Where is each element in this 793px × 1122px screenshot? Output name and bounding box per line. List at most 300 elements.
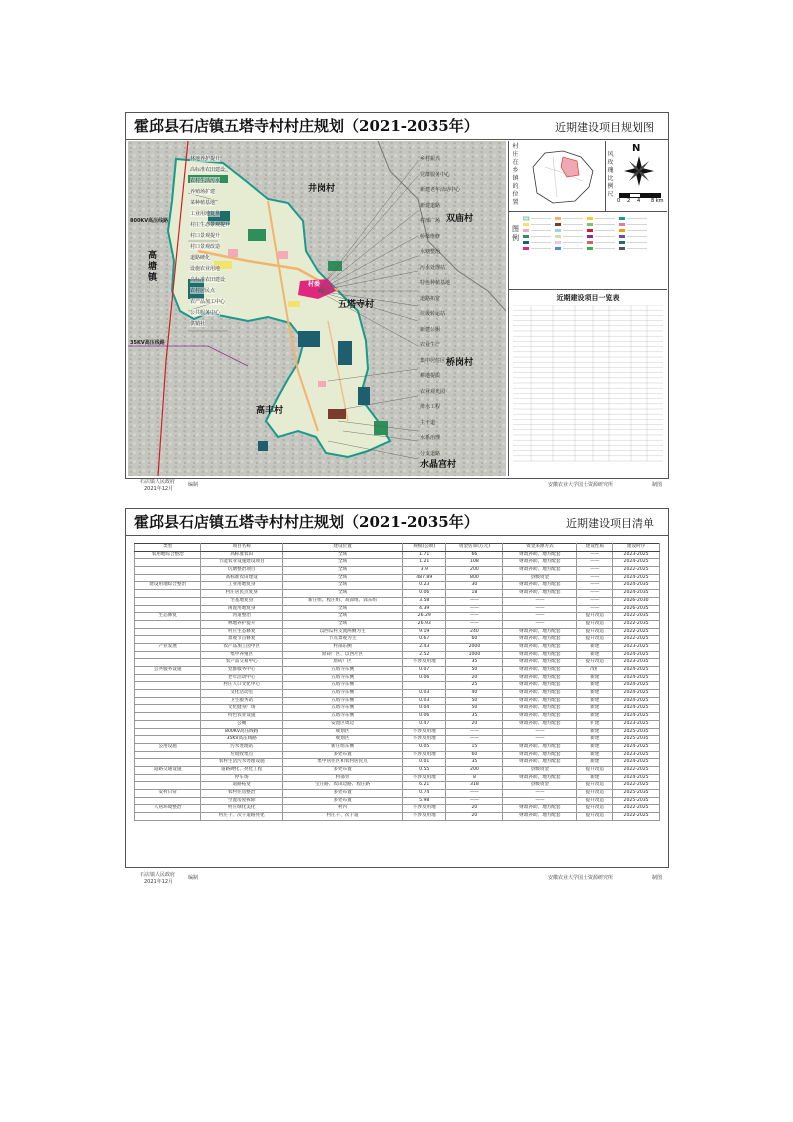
table-row — [135, 705, 660, 713]
map-callout-label: 主干道 — [420, 419, 436, 426]
table-row — [135, 567, 660, 575]
table-cell: 3.58 — [403, 597, 446, 605]
sheet2-footer-institute: 安徽农业大学国土资源研究所 — [548, 875, 614, 881]
map-callout-label: 农业生产 — [420, 342, 441, 348]
table-cell — [135, 620, 201, 628]
table-cell: 财政补助、地方配套 — [503, 697, 577, 705]
table-cell: 村内 — [283, 805, 403, 813]
residential-block — [228, 249, 238, 257]
table-cell: 25 — [446, 682, 503, 690]
map-callout-label: 林地养护提升 — [190, 156, 221, 162]
table-row — [135, 643, 660, 651]
map-callout-label: 供销社 — [190, 321, 206, 327]
table-cell: 新建 — [577, 682, 613, 690]
table-cell: 2.43 — [403, 643, 446, 651]
table-cell: 2.52 — [403, 651, 446, 659]
township-inset-map — [523, 147, 603, 207]
map-callout-label: 耕地提质 — [420, 373, 441, 379]
table-sheet-subtitle: 近期建设项目清单 — [566, 517, 654, 530]
table-cell: 0.47 — [403, 720, 446, 728]
table-cell: 0.01 — [403, 759, 446, 767]
map-callout-label: 工业用地复垦 — [190, 211, 221, 217]
village-label-gaotang: 高塘镇 — [148, 251, 158, 283]
map-callout-label: 污水处理站 — [420, 264, 446, 271]
table-cell: 26.29 — [403, 613, 446, 621]
table-cell: 2023-2025 — [613, 643, 660, 651]
table-cell: 35 — [446, 713, 503, 721]
table-cell: 财政补助、地方配套 — [503, 813, 577, 821]
map-sheet-title: 霍邱县石店镇五塔寺村村庄规划（2021-2035年） — [134, 117, 479, 135]
table-cell: —— — [577, 605, 613, 613]
table-cell: 9.19 — [403, 628, 446, 636]
table-cell: 农村生活污水处理设施 — [201, 759, 283, 767]
table-cell: 扩建 — [577, 720, 613, 728]
table-cell: 党群服务中心 — [201, 667, 283, 675]
table-cell: —— — [577, 574, 613, 582]
table-row — [135, 551, 660, 559]
table-cell: 50 — [446, 667, 503, 675]
table-cell: 节点景观为主 — [283, 636, 403, 644]
table-cell: —— — [446, 736, 503, 744]
table-cell: 全域 — [283, 620, 403, 628]
table-cell: 财政补助、地方配套 — [503, 759, 577, 767]
farm-block — [258, 441, 268, 451]
table-cell: 村庄人口文化中心 — [201, 682, 283, 690]
table-cell: 新建 — [577, 774, 613, 782]
column-header: 资金估算(万元) — [446, 544, 503, 552]
project-list-sheet — [125, 508, 669, 868]
column-header: 项目名称 — [201, 544, 283, 552]
table-cell: 不涉及用地 — [403, 813, 446, 821]
table-cell: 新建 — [577, 728, 613, 736]
table-cell: 村庄干、次干道路亮化 — [201, 813, 283, 821]
project-table — [134, 543, 660, 821]
table-cell: 不涉及用地 — [403, 736, 446, 744]
table-cell: 以西瓜村支流两侧为主 — [283, 628, 403, 636]
table-cell: 不涉及用地 — [403, 774, 446, 782]
column-header: 建设时序 — [613, 544, 660, 552]
table-cell: 道路拓宽 — [201, 782, 283, 790]
table-cell: 0.05 — [403, 743, 446, 751]
table-cell: —— — [446, 613, 503, 621]
table-cell: 财政补助、地方配套 — [503, 659, 577, 667]
scale-tick-8: 8 km — [651, 198, 664, 204]
table-row — [135, 682, 660, 690]
table-cell: 2022-2025 — [613, 766, 660, 774]
table-cell: 多处布置 — [283, 797, 403, 805]
table-cell: 2024-2025 — [613, 674, 660, 682]
location-inset-label: 村庄在乡镇的位置 — [512, 143, 519, 206]
table-cell: 5.98 — [403, 797, 446, 805]
table-cell: 0.06 — [403, 713, 446, 721]
table-cell — [135, 759, 201, 767]
map-callout-label: 道路拓宽 — [420, 295, 441, 302]
map-callout-label: 排水工程 — [420, 404, 441, 410]
table-row — [135, 774, 660, 782]
table-cell: 2022-2025 — [613, 805, 660, 813]
table-cell: 五塔寺东侧 — [283, 705, 403, 713]
table-cell: 原砖厂区、以西片区 — [283, 651, 403, 659]
table-cell: 不涉及用地 — [403, 805, 446, 813]
table-cell: —— — [503, 605, 577, 613]
table-cell: 文化健身广场 — [201, 705, 283, 713]
table-cell: 多处布置 — [283, 766, 403, 774]
table-cell: 全域 — [283, 613, 403, 621]
sheet2-footer-draw: 制图 — [652, 875, 663, 881]
table-cell: 新庄组、程庄组、高郢组、郢东组 — [283, 597, 403, 605]
table-cell: 提升改造 — [577, 659, 613, 667]
table-cell: 35 — [446, 759, 503, 767]
farm-block — [374, 421, 388, 435]
map-callout-label: 村口景观提升 — [190, 233, 221, 239]
table-cell: 6.21 — [403, 782, 446, 790]
table-cell: 新建 — [577, 643, 613, 651]
table-cell: 五塔寺东侧 — [283, 674, 403, 682]
table-cell: 2000 — [446, 643, 503, 651]
table-cell: 空置房屋拆除 — [201, 797, 283, 805]
table-row — [135, 782, 660, 790]
table-cell: 2022-2025 — [613, 636, 660, 644]
table-cell: 全域 — [283, 605, 403, 613]
table-cell: —— — [446, 605, 503, 613]
table-cell: 新建 — [577, 690, 613, 698]
table-row — [135, 766, 660, 774]
map-callout-label: 特色种植基地 — [420, 280, 451, 286]
table-cell: —— — [446, 597, 503, 605]
table-cell: 不涉及用地 — [403, 728, 446, 736]
table-cell: 20 — [446, 674, 503, 682]
sheet1-footer-edit: 编制 — [188, 482, 199, 488]
table-cell: 2024-2025 — [613, 713, 660, 721]
table-cell: —— — [503, 597, 577, 605]
table-cell: 2026-2030 — [613, 597, 660, 605]
table-cell: 2024-2025 — [613, 759, 660, 767]
table-cell: 0.23 — [403, 582, 446, 590]
table-row — [135, 697, 660, 705]
table-cell: 18 — [446, 590, 503, 598]
table-cell — [403, 682, 446, 690]
table-row — [135, 590, 660, 598]
table-cell — [135, 597, 201, 605]
table-row — [135, 674, 660, 682]
table-cell: 0.67 — [403, 636, 446, 644]
project-list-title: 近期建设项目一览表 — [556, 294, 620, 302]
table-cell: 1.21 — [403, 559, 446, 567]
project-list-panel — [509, 289, 667, 476]
table-cell: 道路硬化、亮化工程 — [201, 766, 283, 774]
table-cell: 财政补助、地方配套 — [503, 805, 577, 813]
table-cell: 提升改造 — [577, 813, 613, 821]
table-cell: 0.06 — [403, 590, 446, 598]
industry-block — [328, 409, 346, 419]
table-cell: 2024-2025 — [613, 774, 660, 782]
table-cell: 2024-2025 — [613, 697, 660, 705]
table-cell: 五塔寺东侧 — [283, 713, 403, 721]
table-cell: —— — [503, 797, 577, 805]
table-header-row — [135, 544, 660, 552]
table-cell: 240 — [446, 628, 503, 636]
table-row — [135, 667, 660, 675]
table-row — [135, 728, 660, 736]
table-cell: 公用设施 — [135, 743, 201, 751]
table-cell — [135, 651, 201, 659]
map-callout-label: 乡村振兴 — [420, 156, 441, 162]
table-cell — [135, 690, 201, 698]
table-cell: 提升改造 — [577, 766, 613, 774]
map-callout-label: 养殖场扩建 — [190, 189, 216, 195]
table-cell: 多处布置 — [283, 790, 403, 798]
table-cell: 五塔寺东侧 — [283, 697, 403, 705]
table-cell: 财政补助、地方配套 — [503, 720, 577, 728]
table-cell — [135, 659, 201, 667]
table-cell: 不涉及用地 — [403, 751, 446, 759]
map-callout-label: 新建老年活动中心 — [420, 187, 461, 193]
map-sheet — [125, 112, 669, 479]
table-cell: 全域 — [283, 582, 403, 590]
table-sheet-title: 霍邱县石店镇五塔寺村村庄规划（2021-2035年） — [134, 513, 479, 531]
table-cell: 2023-2025 — [613, 751, 660, 759]
table-cell — [135, 713, 201, 721]
table-cell: 全域 — [283, 574, 403, 582]
table-cell: 2025-2035 — [613, 797, 660, 805]
table-row — [135, 559, 660, 567]
village-label-jinggang: 井岗村 — [308, 184, 336, 194]
table-cell: 2024-2035 — [613, 590, 660, 598]
table-cell: 318 — [446, 782, 503, 790]
table-cell: 财政补助、地方配套 — [503, 651, 577, 659]
table-cell: 提升改造 — [577, 636, 613, 644]
table-cell: —— — [446, 790, 503, 798]
map-callout-label: 分支道路 — [420, 450, 441, 457]
village-label-wutasi: 五塔寺村 — [338, 300, 375, 310]
village-label-shuangmiao: 双庙村 — [446, 214, 474, 224]
table-cell: 村部旁 — [283, 774, 403, 782]
table-cell: 财政补助、地方配套 — [503, 582, 577, 590]
legend-label: 图例 — [512, 225, 519, 242]
village-committee-label: 村委 — [308, 281, 321, 288]
table-cell: —— — [446, 620, 503, 628]
table-cell: 节能农业设施建设项目 — [201, 559, 283, 567]
table-cell: 村庄绿化美化 — [201, 805, 283, 813]
table-cell: 200 — [446, 567, 503, 575]
table-cell: 卫生服务站 — [201, 697, 283, 705]
table-cell: —— — [503, 736, 577, 744]
table-cell — [135, 736, 201, 744]
table-cell: 道路交通设施 — [135, 766, 201, 774]
table-cell: 20 — [446, 720, 503, 728]
table-cell: 提升改造 — [577, 805, 613, 813]
table-cell — [135, 720, 201, 728]
north-arrow-label: N — [632, 143, 641, 154]
mini-project-table — [513, 305, 663, 465]
table-cell: 0.04 — [403, 705, 446, 713]
map-callout-label: 公共服务中心 — [190, 310, 221, 316]
table-row — [135, 690, 660, 698]
table-cell: 2024-2025 — [613, 690, 660, 698]
table-cell: —— — [503, 613, 577, 621]
scale-tick-0: 0 — [617, 198, 621, 204]
table-row — [135, 659, 660, 667]
village-label-gaofeng: 高丰村 — [256, 406, 284, 416]
table-cell: 财政补助、地方配套 — [503, 774, 577, 782]
table-cell: 县级资金 — [503, 574, 577, 582]
table-cell: 0.07 — [403, 667, 446, 675]
table-cell — [135, 697, 201, 705]
table-cell: 2022-2025 — [613, 782, 660, 790]
table-cell: 2024-2025 — [613, 743, 660, 751]
table-cell: 3.9 — [403, 567, 446, 575]
table-row — [135, 620, 660, 628]
table-cell: 提升改造 — [577, 797, 613, 805]
table-cell: 村庄干、次干道 — [283, 813, 403, 821]
scale-tick-4: 4 — [637, 198, 641, 204]
table-row — [135, 751, 660, 759]
table-cell: 提升改造 — [577, 790, 613, 798]
table-cell: 提升改造 — [577, 613, 613, 621]
table-cell — [135, 567, 201, 575]
map-callout-label: 水塘整治 — [420, 249, 441, 255]
table-cell: 原砖厂区 — [283, 659, 403, 667]
table-cell: 新庄组东侧 — [283, 743, 403, 751]
table-cell: 1.71 — [403, 551, 446, 559]
map-callout-label: 菜种植基地 — [190, 200, 216, 206]
table-cell: 20 — [446, 813, 503, 821]
map-callout-label: 水系治理 — [420, 435, 441, 441]
table-cell: 2022-2035 — [613, 613, 660, 621]
table-cell: 0.55 — [403, 766, 446, 774]
table-cell: 规划区 — [283, 728, 403, 736]
table-row — [135, 720, 660, 728]
table-row — [135, 736, 660, 744]
table-cell: 2022-2025 — [613, 628, 660, 636]
table-cell: 集中养殖区 — [201, 651, 283, 659]
table-cell: 安置区周边 — [283, 720, 403, 728]
map-callout-label: 村口景观改造 — [190, 244, 221, 250]
table-cell: 安村日常 — [135, 790, 201, 798]
table-cell: 4.39 — [403, 605, 446, 613]
table-cell: 财政补助、地方配套 — [503, 667, 577, 675]
table-cell: 2023-2025 — [613, 720, 660, 728]
map-callout-label: 村部广场 — [420, 218, 441, 224]
project-area — [288, 301, 300, 307]
table-cell: 垃圾收集点 — [201, 751, 283, 759]
table-cell: 财政补助、地方配套 — [503, 628, 577, 636]
table-cell: 村庄生态修复 — [201, 628, 283, 636]
sheet1-footer-date: 2021年12月 — [144, 486, 174, 492]
table-cell: 35 — [446, 659, 503, 667]
line-label-800kv: 800KV高压线路 — [130, 218, 169, 224]
table-cell: 文化活动室 — [201, 690, 283, 698]
table-cell: 河道整治 — [201, 613, 283, 621]
table-cell: 特色农业设施 — [201, 713, 283, 721]
table-cell: —— — [577, 597, 613, 605]
planning-map[interactable] — [128, 141, 506, 476]
map-sheet-subtitle: 近期建设项目规划图 — [555, 121, 654, 134]
table-row — [135, 759, 660, 767]
table-row — [135, 597, 660, 605]
table-cell: 财政补助、地方配套 — [503, 674, 577, 682]
table-cell: 生态修复 — [135, 613, 201, 621]
table-cell: 财政补助、地方配套 — [503, 643, 577, 651]
table-cell: 村部东侧 — [283, 643, 403, 651]
table-cell: 农产品交易中心 — [201, 659, 283, 667]
table-cell: 改扩 — [577, 667, 613, 675]
map-callout-label: 设施农业用地 — [190, 266, 221, 272]
table-cell — [135, 636, 201, 644]
farm-block — [298, 331, 320, 347]
table-cell: 全域 — [283, 559, 403, 567]
map-callout-label: 垃圾转运站 — [420, 311, 446, 317]
map-callout-label: 道路硬化 — [190, 255, 211, 261]
table-cell — [135, 751, 201, 759]
table-cell: 财政补助、地方配套 — [503, 559, 577, 567]
table-cell: 不涉及用地 — [403, 659, 446, 667]
table-cell — [135, 705, 201, 713]
table-cell: 2024-2025 — [613, 705, 660, 713]
table-cell: 林地养护提升 — [201, 620, 283, 628]
table-cell: 50 — [446, 697, 503, 705]
table-cell — [135, 628, 201, 636]
farm-block — [358, 387, 370, 405]
table-body — [135, 551, 660, 820]
residential-block — [318, 381, 326, 387]
sheet1-footer-org: 石店镇人民政府 — [140, 479, 176, 485]
farm-block — [338, 341, 352, 365]
map-callout-label: 党群服务中心 — [420, 171, 451, 178]
table-cell: 财政补助、地方配套 — [503, 567, 577, 575]
table-cell: —— — [577, 567, 613, 575]
column-header: 规模(公顷) — [403, 544, 446, 552]
farm-block — [248, 229, 266, 241]
map-callout-label: 新建道路 — [420, 202, 441, 209]
table-row — [135, 713, 660, 721]
table-cell: 2022-2035 — [613, 620, 660, 628]
scale-tick-2: 2 — [627, 198, 631, 204]
map-callout-label: 桥梁维修 — [420, 233, 441, 240]
table-cell: 产业发展 — [135, 643, 201, 651]
table-cell: 60 — [446, 636, 503, 644]
table-cell: 新建 — [577, 674, 613, 682]
table-cell: 多处布置 — [283, 751, 403, 759]
table-cell: 35KV高压线路 — [201, 736, 283, 744]
table-cell — [135, 590, 201, 598]
table-cell: 2023-2035 — [613, 659, 660, 667]
table-cell: 财政补助、地方配套 — [503, 636, 577, 644]
table-cell: 农村住房整治 — [201, 790, 283, 798]
table-cell: 财政补助、地方配套 — [503, 551, 577, 559]
map-callout-label: 新建公厕 — [420, 326, 441, 333]
map-callout-label: 村庄生态景观提升 — [190, 222, 231, 228]
table-cell: —— — [503, 620, 577, 628]
table-cell: 40 — [446, 690, 503, 698]
table-row — [135, 805, 660, 813]
table-cell — [135, 682, 201, 690]
sheet1-footer-draw: 制图 — [652, 482, 663, 488]
legend — [509, 211, 667, 290]
table-cell: 财政补助、地方配套 — [503, 590, 577, 598]
table-cell: 农用地综合整治 — [135, 551, 201, 559]
table-cell: 集中居住区和农村居民点 — [283, 759, 403, 767]
table-cell: 全域 — [283, 590, 403, 598]
table-cell: —— — [577, 582, 613, 590]
table-cell: 15 — [446, 743, 503, 751]
sheet2-footer-edit: 编制 — [188, 875, 199, 881]
table-row — [135, 628, 660, 636]
table-cell: 2025-2035 — [613, 736, 660, 744]
table-cell: 宅基地复垦 — [201, 597, 283, 605]
table-cell: 污水处理站 — [201, 743, 283, 751]
table-row — [135, 574, 660, 582]
